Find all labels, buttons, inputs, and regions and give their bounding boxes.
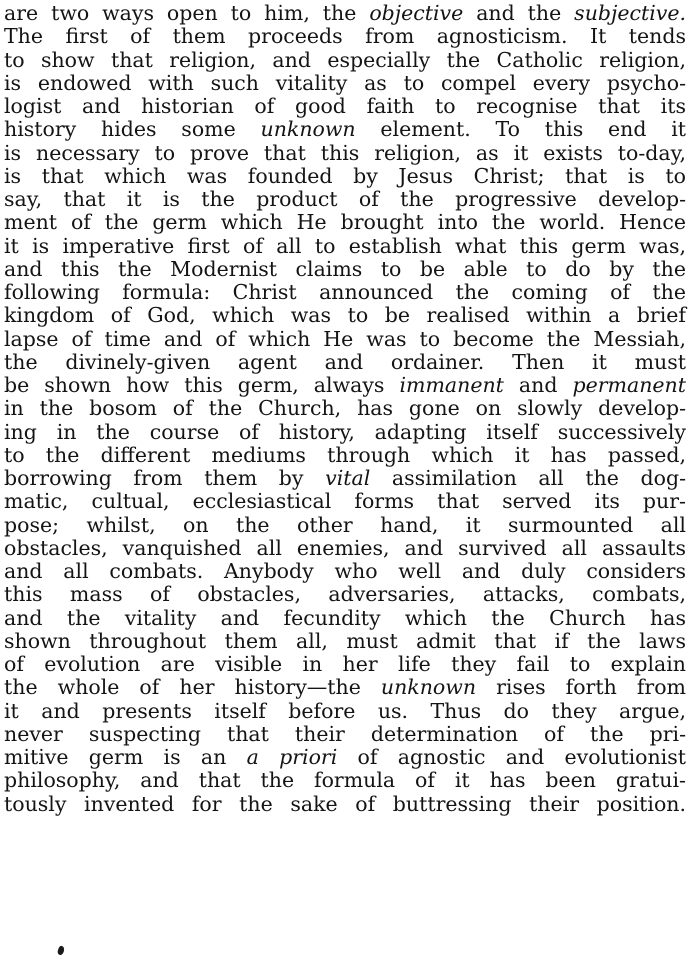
text-run: ment of the germ which He brought into the world. Hence [4,210,686,235]
text-line [4,188,686,211]
text-line [4,95,686,118]
text-run: following formula: Christ announced the coming of the [4,280,686,304]
text-run: tously invented for the sake of buttressing their position. [4,791,686,816]
text-line [4,351,686,374]
text-run: the divinely-given agent and ordainer. Then it must [4,349,686,374]
text-run: lapse of time and of which He was to become the Messiah, [4,326,686,351]
italic-phrase: vital [325,466,371,490]
text-line [4,374,686,397]
text-run: and all combats. Anybody who well and duly considers [4,559,686,583]
text-run: kingdom of God, which was to be realised within a brief [4,303,686,328]
text-run: say, that it is the product of the progressive develop- [4,187,686,211]
text-run: history hides some [4,117,261,142]
text-run: and [503,373,573,397]
text-run: matic, cultual, ecclesiastical forms that served its pur- [4,489,686,514]
text-run: logist and historian of good faith to recognise that its [4,94,686,118]
italic-phrase: unknown [260,117,356,142]
text-run: shown throughout them all, must admit that if the laws [4,628,686,653]
text-run: The first of them proceeds from agnosticism. It tends [4,24,686,49]
text-run: never suspecting that their determination of the pri- [4,721,686,746]
text-line [4,676,686,699]
text-line [4,467,686,490]
text-line [4,793,686,816]
ink-blot [57,945,66,956]
text-run: and the [463,1,575,25]
text-line [4,490,686,513]
text-run: to the different mediums through which it has passed, [4,442,686,467]
text-run: to show that religion, and especially the Catholic religion, [4,47,686,72]
text-line [4,49,686,72]
text-line [4,421,686,444]
italic-phrase: subjective. [574,1,687,25]
text-line [4,211,686,234]
text-line [4,235,686,258]
text-line [4,560,686,583]
text-run: it is imperative first of all to establish what this germ was, [4,233,686,258]
text-run: is that which was founded by Jesus Christ; that is to [4,163,686,188]
text-run: in the bosom of the Church, has gone on slowly develop- [4,396,686,421]
italic-phrase: a priori [246,745,338,769]
text-run: and this the Modernist claims to be able to do by the [4,256,686,281]
text-run: is necessary to prove that this religion, as it exists to-day, [4,140,686,165]
text-line [4,746,686,769]
text-line [4,769,686,792]
text-line [4,397,686,420]
text-run: are two ways open to him, the [4,1,370,25]
text-line [4,72,686,95]
text-run: it and presents itself before us. Thus do they argue, [4,698,686,723]
text-line [4,723,686,746]
text-run: mitive germ is an [4,745,247,769]
text-line [4,653,686,676]
text-line [4,583,686,606]
text-line [4,328,686,351]
italic-phrase: immanent [399,373,504,397]
text-line [4,118,686,141]
text-line [4,537,686,560]
italic-phrase: unknown [380,675,477,700]
text-run: is endowed with such vitality as to compel every psycho- [4,70,686,95]
text-run: and the vitality and fecundity which the Church has [4,605,686,630]
text-line [4,2,686,25]
text-run: of evolution are visible in her life they fail to explain [4,652,686,676]
text-line [4,304,686,327]
text-line [4,700,686,723]
text-line [4,258,686,281]
text-run: rises forth from [476,675,686,700]
text-line [4,281,686,304]
body-text [4,2,686,816]
text-run: ing in the course of history, adapting itself successively [4,419,686,444]
text-run: assimilation all the dog- [370,466,686,490]
text-line [4,165,686,188]
text-run: element. To this end it [355,117,687,142]
text-line [4,514,686,537]
text-run: borrowing from them by [4,466,326,490]
text-line [4,630,686,653]
text-line [4,25,686,48]
text-line [4,607,686,630]
text-run: this mass of obstacles, adversaries, attacks, combats, [4,582,686,607]
italic-phrase: objective [369,1,464,25]
italic-phrase: permanent [572,373,686,397]
text-run: the whole of her history—the [4,675,381,700]
text-run: of agnostic and evolutionist [337,745,686,769]
text-run: be shown how this germ, always [4,373,400,397]
text-line [4,444,686,467]
text-run: pose; whilst, on the other hand, it surmounted all [4,512,686,537]
text-run: philosophy, and that the formula of it has been gratui- [4,768,686,793]
text-line [4,142,686,165]
text-run: obstacles, vanquished all enemies, and survived all assaults [4,535,686,560]
